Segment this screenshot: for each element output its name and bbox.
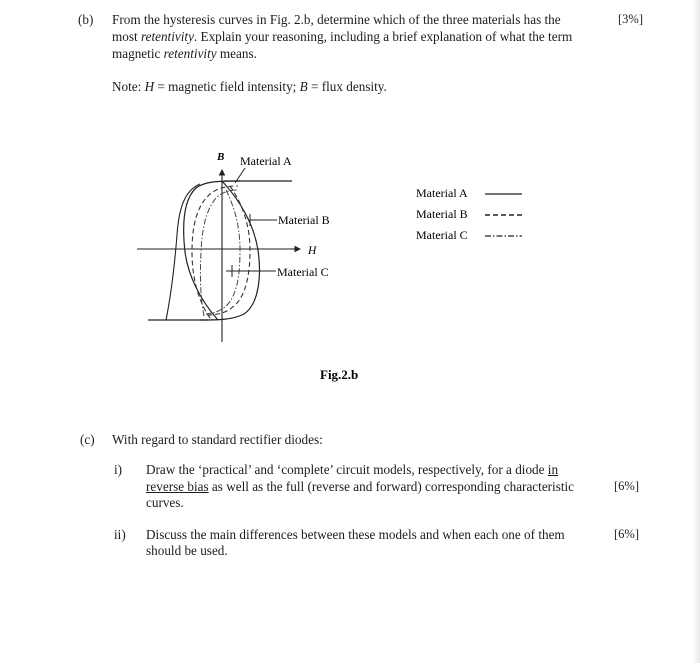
part-b-marks: [3%] xyxy=(618,12,643,26)
material-a-label: Material A xyxy=(240,154,292,168)
part-b-line-1: From the hysteresis curves in Fig. 2.b, determine which of the three materials has the xyxy=(112,12,561,27)
part-c-ii-label: ii) xyxy=(114,527,126,542)
part-c-i-marks: [6%] xyxy=(614,479,639,493)
material-c-lower-branch xyxy=(206,190,240,314)
legend-material-a: Material A xyxy=(416,186,468,200)
legend-material-b: Material B xyxy=(416,207,468,221)
b-axis-label: B xyxy=(217,151,225,163)
figure-caption: Fig.2.b xyxy=(320,367,359,382)
material-c-label: Material C xyxy=(277,265,329,279)
part-b-note: Note: H = magnetic field intensity; B = flux density. xyxy=(112,79,387,94)
part-c-ii-marks: [6%] xyxy=(614,527,639,541)
legend-material-c: Material C xyxy=(416,228,468,242)
material-b-label: Material B xyxy=(278,213,330,227)
part-c-ii-line-1: Discuss the main differences between these models and when each one of them xyxy=(146,527,565,542)
material-a-lower-branch xyxy=(200,181,259,320)
h-axis-label: H xyxy=(308,245,317,257)
part-b-label: (b) xyxy=(78,12,94,27)
part-c-label: (c) xyxy=(80,432,95,447)
part-b-line-2: most retentivity. Explain your reasoning, including a brief explanation of what the term xyxy=(112,29,573,44)
part-c-i-line-2: reverse bias as well as the full (reverse and forward) corresponding characteristic xyxy=(146,479,575,494)
part-c-ii-line-2: should be used. xyxy=(146,543,228,558)
material-a-outer-left xyxy=(166,184,200,320)
part-b-line-3: magnetic retentivity means. xyxy=(112,46,257,61)
page-edge-shadow xyxy=(692,0,700,663)
part-c-i-label: i) xyxy=(114,462,123,477)
material-b-upper-branch xyxy=(192,186,238,318)
part-c-intro: With regard to standard rectifier diodes: xyxy=(112,432,323,447)
part-c-i-line-1: Draw the ‘practical’ and ‘complete’ circuit models, respectively, for a diode in xyxy=(146,462,559,477)
material-c-upper-branch xyxy=(200,190,238,316)
material-b-lower-branch xyxy=(206,186,250,315)
part-c-i-line-3: curves. xyxy=(146,495,184,510)
